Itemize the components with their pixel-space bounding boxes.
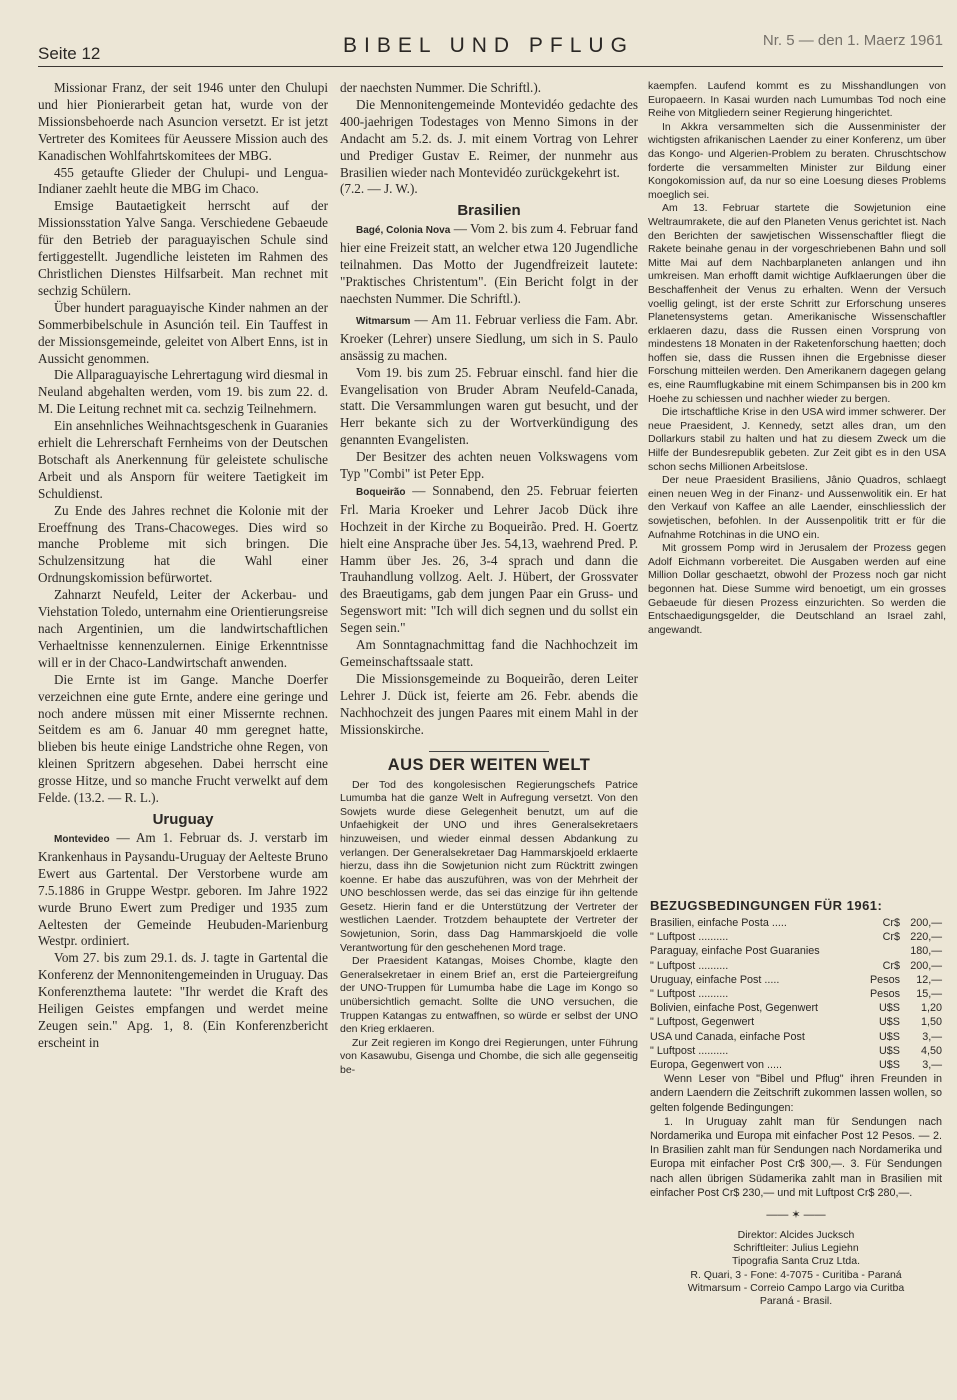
article-paragraph: der naechsten Nummer. Die Schriftl.). xyxy=(340,80,542,95)
column-3 xyxy=(648,80,946,637)
rate-label: " Luftpost, Gegenwert xyxy=(650,1016,755,1029)
article-paragraph xyxy=(340,312,638,365)
rate-amount: 15,— xyxy=(916,988,942,1001)
article-paragraph: 455 getaufte Glieder der Chulupi- und Lengua-Indianer zaehlt heute die MBG im Chaco. xyxy=(38,164,328,197)
article-paragraph: Über hundert paraguayische Kinder nahmen an der Sommerbibelschule in Asunción teil. Ein Tauffest in der Missionsgemeinde, geleitet von Albert Enns, ist in Aussicht genommen. xyxy=(38,299,328,366)
rate-label: " Luftpost .......... xyxy=(650,959,729,972)
rate-label: " Luftpost .......... xyxy=(650,1044,729,1057)
article-text: — Am 11. Februar verliess die Fam. Abr. Kroeker (Lehrer) unsere Siedlung, um sich in S. Paulo ansässig zu machen. xyxy=(340,311,639,363)
imprint-line: R. Quari, 3 - Fone: 4-7075 - Curitiba - Paraná xyxy=(690,1268,902,1281)
article-paragraph: Der neue Praesident Brasiliens, Jânio Quadros, schlaegt einen neuen Weg in der Finanz- und Aussenwolitik ein. Er hat den Verkauf von Kaffee an alle Laender, einschliesslich der sowjetischen, befohlen. In der Aussenpolitik tritt er für die Aufnahme Rotchinas in die UNO ein. xyxy=(648,474,946,541)
article-paragraph: Vom 27. bis zum 29.1. ds. J. tagte in Gartental die Konferenz der Mennonitengemeinden in Uruguay. Das Konferenzthema lautete: "Ihr werdet die Kraft des Heiligen Geistes empfangen und werdet meine Zeugen sein." Apg. 1, 8. (Ein Konferenzbericht erscheint in xyxy=(38,950,328,1050)
subscription-title: BEZUGSBEDINGUNGEN FÜR 1961: xyxy=(650,898,883,913)
header-rule xyxy=(38,66,943,67)
separator-ornament: —— ✶ —— xyxy=(766,1209,826,1222)
rate-row xyxy=(650,1030,942,1044)
imprint-line: Schriftleiter: Julius Legiehn xyxy=(733,1242,859,1255)
article-paragraph: Am 13. Februar startete die Sowjetunion eine Weltraumrakete, die auf den Planeten Venus gerichtet ist. Nach den Berichten der sawjetischen Wissenschaftler fliegt die Rakete beinahe genau in der vorgeschriebenen Bahn und soll Mitte Mai auf dem Nachbarplaneten anlangen und ihn umkreisen. Man erhofft damit wichtige Aufklaerungen über die Beschaffenheit der Venus zu erhalten. Wenn der Versuch voellig gelingt, ist der erste Schritt zur Erforschung unseres Planetensystems getan. Amerikanische Wissenschaftler erklaeren dazu, dass die Russen einen Vorsprung von mindestens 18 Monaten in der Raketenforschung haetten; doch hoffen sie, dass die Russen ihnen die Ergebnisse dieser Forschung mitteilen werden. Den Amerikanern dagegen gelang es, eine Raumflugkabine mit einem Schimpansen bis in 200 km Hoehe zu schiessen und nachher wieder zu bergen. xyxy=(648,202,946,405)
rate-label: Paraguay, einfache Post Guaranies xyxy=(650,945,820,958)
article-paragraph xyxy=(340,483,638,637)
place-label: Witmarsum xyxy=(356,315,411,327)
rate-label: USA und Canada, einfache Post xyxy=(650,1030,805,1043)
page-number: Seite 12 xyxy=(38,44,101,63)
rate-row xyxy=(650,930,942,944)
rate-row xyxy=(650,1058,942,1072)
rate-currency: Cr$ xyxy=(882,917,900,929)
rate-amount: 4,50 xyxy=(920,1044,942,1057)
article-paragraph: In Akkra versammelten sich die Aussenminister der wichtigsten afrikanischen Laender zu einer Konferenz, um über das Kongo- und Algerien-Problem zu beraten. Chruschtschow forderte die versammelten Minister zur Bildung einer Kongokomission auf, da nur so eine Loesung dieses Problems moeglich sei. xyxy=(648,120,946,201)
place-label: Montevideo xyxy=(54,833,110,845)
rate-currency xyxy=(860,944,900,958)
article-paragraph: Die Ernte ist im Gange. Manche Doerfer verzeichnen eine gute Ernte, andere eine geringe und noch andere müssen mit einer Misserntе rechnen. Seitdem es am 6. Januar 40 mm geregnet hatte, blieben bis heute einige Landstriche ohne Regen, von kleinen Spritzern abgesehen. Dabei herrscht eine grosse Hitze, und so manche Frucht verwelkt auf dem Felde. (13.2. — R. L.). xyxy=(38,671,328,806)
imprint-line: Tipografia Santa Cruz Ltda. xyxy=(731,1255,860,1268)
rate-row xyxy=(650,1001,942,1015)
rate-currency: U$S xyxy=(878,1016,900,1029)
rate-row xyxy=(650,973,942,987)
page-header xyxy=(38,30,943,70)
article-paragraph: Mit grossem Pomp wird in Jerusalem der Prozess gegen Adolf Eichmann vorbereitet. Die Ausgaben werden auf eine Million Dollar geschaetzt, obwohl der Prozess noch gar nicht begonnen hat. Diese Summe wird benoetigt, um ein grosses Gebaeude für diesen Prozess einzurichten. So werden die Entschaedigungsgelder, die Deutschland an Israel zahl, angewandt. xyxy=(648,542,946,636)
rate-row xyxy=(650,1044,942,1058)
rate-label: Europa, Gegenwert von ..... xyxy=(650,1059,783,1072)
rate-currency: Cr$ xyxy=(882,959,900,972)
rate-currency: Pesos xyxy=(869,973,900,986)
section-heading-brasilien: Brasilien xyxy=(457,202,521,220)
rate-amount: 1,50 xyxy=(920,1016,942,1029)
rate-row xyxy=(650,1015,942,1029)
article-paragraph: Missionar Franz, der seit 1946 unter den Chulupi und hier Pionierarbeit getan hat, wurde von der Missionsbehoerde nach Asuncion versetzt. Er ist jetzt Vertreter des Komitees für Aeussere Mission auch des Kanadischen Wohlfahrtskomitees der MBG. xyxy=(38,80,328,163)
article-text: — Am 1. Februar ds. J. verstarb im Krankenhaus in Paysandu-Uruguay der Aelteste Bruno Ewert aus Gartental. Der Verstorbene wurde am 7.5.1886 in Gruppe Westpr. geboren. Im Jahre 1922 wurde Bruno Ewert zum Prediger und 1935 zum Aeltesten der Gemeinde Heubuden-Marienburg Westpr. ordiniert. xyxy=(38,829,328,949)
rate-label: " Luftpost .......... xyxy=(650,988,729,1001)
rate-currency: U$S xyxy=(878,1030,900,1043)
article-paragraph: Die Missionsgemeinde zu Boqueirão, deren Leiter Lehrer J. Dück ist, feierte am 26. Febr. abends die Nachhochzeit des jungen Paares mit einem Mahl in der Missionskirche. xyxy=(340,670,638,737)
column-1 xyxy=(38,80,328,1052)
rate-label: " Luftpost .......... xyxy=(650,931,729,944)
article-paragraph: Emsige Bautaetigkeit herrscht auf der Missionsstation Yalve Sanga. Verschiedene Gebaeude für den Betrieb der paraguayischen Schule sind fertiggestellt. Jugendliche leisteten im Rahmen des Christlichen Dienstes Hilfsarbeit. Man rechnet mit sechzig Schülern. xyxy=(38,198,328,298)
imprint-line: Paraná - Brasil. xyxy=(759,1295,833,1308)
rate-row xyxy=(650,987,942,1001)
article-paragraph: Zahnarzt Neufeld, Leiter der Ackerbau- und Viehstation Toledo, unternahm eine Orientierungsreise nach Argentinien, um die landwirtschaftlichen Verhaeltnisse kennenzulernen. Einige Erkenntnisse will er in der Chaco-Landwirtschaft anwenden. xyxy=(38,587,328,670)
subscription-note: Wenn Leser von "Bibel und Pflug" ihren Freunden in andern Laendern die Zeitschrift zukommen lassen wollen, so gelten folgende Bedingungen: xyxy=(650,1073,942,1114)
article-paragraph xyxy=(38,830,328,950)
article-paragraph: Die Allparaguayische Lehrertagung wird diesmal in Neuland abgehalten werden, vom 19. bis zum 22. d. M. Die Leitung rechnet mit ca. sechzig Teilnehmern. xyxy=(38,367,328,417)
article-paragraph: Zur Zeit regieren im Kongo drei Regierungen, unter Führung von Kasawubu, Gisenga und Chombe, die sich alle gegenseitig be- xyxy=(340,1036,638,1076)
article-paragraph: Zu Ende des Jahres rechnet die Kolonie mit der Eroeffnung des Trans-Chacoweges. Dies wird so manche Probleme mit sich bringen. Die Schulzensitzung hat die Wahl einer Ordnungskomission befürwortet. xyxy=(38,502,328,586)
rate-amount: 220,— xyxy=(910,931,942,944)
imprint-line: Witmarsum - Correio Campo Largo via Curitba xyxy=(687,1281,905,1294)
article-paragraph: kaempfen. Laufend kommt es zu Misshandlungen von Europaeern. In Kasai wurden nach Lumumbas Tod noch eine Reihe von Mitgliedern seiner Regierung hingerichtet. xyxy=(648,80,946,120)
article-paragraph: Der Tod des kongolesischen Regierungschefs Patrice Lumumba hat die ganze Welt in Aufregung versetzt. Von den Sowjets wurde diese Gelegenheit benutzt, um auf die Unfaehigkeit der UNO und ihres Generalsekretaers hinzuweisen, und wieder einmal dessen Abdankung zu verlangen. Der Generalsekretaer Dag Hammarskjoeld erklaerte hierzu, dass ihn die Sowjetunion nicht zum Rücktritt zwingen koenne. Er habe das auszuführen, was von der Mehrheit der UNO beschlossen werde, das sei das einzige für ihn geltende Gesetz. Hierin fand er die Unterstützung der Vertreter der westlichen Laender. Trotzdem behauptete der Vertreter der Sowjetunion, Sorin, dass Dag Hammarskjoeld die volle Verantwortung für den geschehenen Mord trage. xyxy=(340,778,638,954)
rate-amount: 3,— xyxy=(922,1030,942,1043)
rate-amount: 200,— xyxy=(910,917,942,929)
rate-currency: Cr$ xyxy=(882,931,900,944)
rate-row xyxy=(650,944,942,958)
article-paragraph: Der Besitzer des achten neuen Volkswagens vom Typ "Combi" ist Peter Epp. xyxy=(340,449,638,482)
section-divider xyxy=(429,751,549,752)
rate-label: Bolivien, einfache Post, Gegenwert xyxy=(650,1002,819,1015)
rate-currency: U$S xyxy=(878,1002,900,1015)
rate-label: Uruguay, einfache Post ..... xyxy=(650,973,780,986)
rate-currency: U$S xyxy=(878,1044,900,1057)
masthead-title: BIBEL UND PFLUG xyxy=(343,34,634,57)
article-paragraph: Die Mennonitengemeinde Montevidéo gedachte des 400-jaehrigen Todestages von Menno Simons in der Andacht am 5.2. ds. J. mit einem Vortrag von Lehrer und Prediger Gustav E. Reimer, der nunmehr aus Brasilien wieder nach Montevidéo zurückgekehrt ist. xyxy=(340,96,638,180)
issue-date: Nr. 5 — den 1. Maerz 1961 xyxy=(762,32,943,49)
article-paragraph: Am Sonntagnachmittag fand die Nachhochzeit im Gemeinschaftssaale statt. xyxy=(340,637,638,669)
world-news xyxy=(340,779,638,1078)
rate-currency: U$S xyxy=(878,1059,900,1072)
rate-amount: 3,— xyxy=(922,1059,942,1072)
rate-amount: 180,— xyxy=(910,945,942,958)
place-label: Bagé, Colonia Nova xyxy=(356,225,451,237)
article-paragraph: Vom 19. bis zum 25. Februar einschl. fand hier die Evangelisation von Bruder Abram Neufeld-Canada, statt. Die Versammlungen waren gut besucht, und der Herr bekante sich zu der Wortverkündigung des genannten Evangelisten. xyxy=(340,364,638,448)
rate-amount: 200,— xyxy=(910,959,942,972)
section-heading-welt: AUS DER WEITEN WELT xyxy=(387,755,591,774)
place-label: Boqueirão xyxy=(356,486,406,498)
subscription-box xyxy=(650,898,942,1308)
imprint-line: Direktor: Alcides Jucksch xyxy=(737,1229,855,1242)
article-signature: (7.2. — J. W.). xyxy=(340,181,418,197)
rate-label: Brasilien, einfache Posta ..... xyxy=(650,917,787,929)
article-paragraph: Ein ansehnliches Weihnachtsgeschenk in Guaranies erhielt die Lehrerschaft Fernheims von der Deutschen Botschaft als Anerkennung für geleistete schulische Arbeit und als Ansporn für weitere Taetigkeit im Schuldienst. xyxy=(38,418,328,501)
imprint xyxy=(650,1229,942,1308)
article-text: — Vom 2. bis zum 4. Februar fand hier eine Freizeit statt, an welcher etwa 120 Jugendliche teilnahmen. Das Motto der Jugendfreizeit lautete: "Praktisches Christentum". (Ein Bericht folgt in der naechsten Nummer. Die Schriftl.). xyxy=(340,221,639,306)
rate-row xyxy=(650,916,942,930)
rate-amount: 1,20 xyxy=(920,1002,942,1015)
article-paragraph: Die irtschaftliche Krise in den USA wird immer schwerer. Der neue Praesident, J. Kennedy, setzt alles dran, um den Dollarkurs stabil zu halten und hat zu diesem Zweck um die Hilfe der Bundesrepublik gebeten. Zur Zeit gibt es in den USA schon sechs Millionen Arbeitslose. xyxy=(648,406,946,473)
column-2 xyxy=(340,80,638,1078)
subscription-conditions: 1. In Uruguay zahlt man für Sendungen nach Nordamerika und Europa mit einfacher Post 12 Pesos. — 2. In Brasilien zahlt man für Sendungen nach Nordamerika und Europa mit einfacher Post Cr$ 300,—. 3. Für Sendungen nach allen übrigen Südamerika zahlt man in Brasilien mit einfacher Post Cr$ 230,— und mit Luftpost Cr$ 280,—. xyxy=(650,1115,942,1199)
article-text: — Sonnabend, den 25. Februar feierten Frl. Maria Kroeker und Lehrer Jacob Dück ihre Hochzeit in der Kirche zu Boqueirão. Pred. H. Goertz hielt eine Ansprache über Jes. 54,13, waehrend Pred. P. Hamm über Jes. 26, 3-4 sprach und dann die Trauhandlung vollzog. Aelt. J. Hübert, der Grossvater des Braeutigams, gab dem jungen Paar ein Gruss- und Segenswort mit: "Ich will dich segnen und du sollst ein Segen sein." xyxy=(340,482,639,636)
rate-currency: Pesos xyxy=(869,988,900,1001)
article-paragraph: Der Praesident Katangas, Moises Chombe, klagte den Generalsekretaer in einem Brief an, erst die Parteiergreifung der UNO-Truppen für Lumumba habe die Lage im Kongo so unübersichtlich gemacht. Sollte die UNO versuchen, die Truppen Katangas zu entwaffnen, so würde er selbst der UNO den Krieg erklaeren. xyxy=(340,955,638,1036)
rate-amount: 12,— xyxy=(916,973,942,986)
section-heading-uruguay: Uruguay xyxy=(152,810,214,828)
rate-row xyxy=(650,959,942,973)
article-paragraph xyxy=(340,221,638,308)
